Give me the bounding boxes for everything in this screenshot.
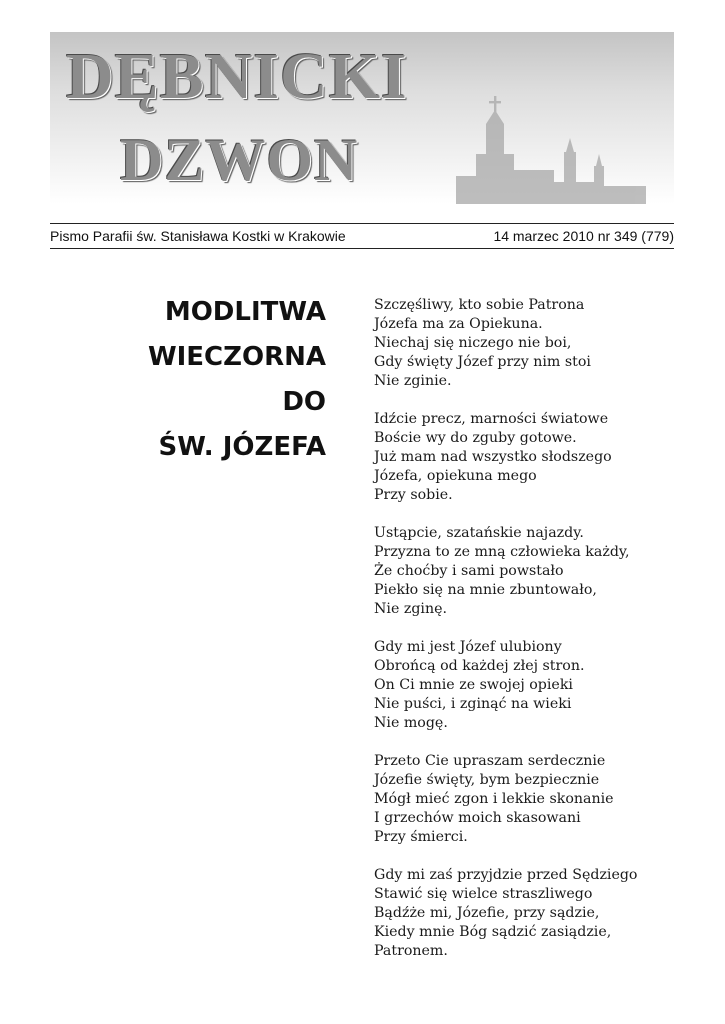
poem-line: Patronem. <box>374 943 448 959</box>
poem-line: Przy sobie. <box>374 487 453 503</box>
poem-line: On Ci mnie ze swojej opieki <box>374 677 573 693</box>
poem-line: Bądźże mi, Józefie, przy sądzie, <box>374 905 600 921</box>
poem-line: Przy śmierci. <box>374 829 468 845</box>
info-bar <box>50 223 674 249</box>
poem <box>374 296 674 980</box>
publisher-text: Pismo Parafii św. Stanisława Kostki w Krakowie <box>50 228 346 244</box>
poem-line: Józefa ma za Opiekuna. <box>374 316 543 332</box>
poem-line: Że choćby i sami powstało <box>374 563 564 579</box>
poem-line: Nie puści, i zginąć na wieki <box>374 696 572 712</box>
poem-line: Józefa, opiekuna mego <box>374 468 537 484</box>
stanza <box>374 524 674 619</box>
poem-line: Niechaj się niczego nie boi, <box>374 335 572 351</box>
prayer-title-line: ŚW. JÓZEFA <box>158 432 326 462</box>
poem-line: Ustąpcie, szatańskie najazdy. <box>374 525 584 541</box>
poem-line: Stawić się wielce straszliwego <box>374 886 593 902</box>
poem-line: Nie zginę. <box>374 601 447 617</box>
poem-line: Idźcie precz, marności światowe <box>374 411 609 427</box>
poem-line: Kiedy mnie Bóg sądzić zasiądzie, <box>374 924 612 940</box>
church-skyline-icon <box>446 94 646 204</box>
title-line-2: DZWON <box>120 127 359 193</box>
poem-line: Nie mogę. <box>374 715 448 731</box>
poem-line: Gdy mi zaś przyjdzie przed Sędziego <box>374 867 638 883</box>
poem-line: Nie zginie. <box>374 373 452 389</box>
prayer-title-line: DO <box>282 387 326 417</box>
masthead <box>50 32 674 204</box>
poem-line: Obrońcą od każdej złej stron. <box>374 658 585 674</box>
poem-line: Przeto Cie upraszam serdecznie <box>374 753 606 769</box>
poem-line: Gdy święty Józef przy nim stoi <box>374 354 591 370</box>
stanza <box>374 866 674 961</box>
stanza <box>374 638 674 733</box>
poem-line: Gdy mi jest Józef ulubiony <box>374 639 562 655</box>
poem-line: Mógł mieć zgon i lekkie skonanie <box>374 791 614 807</box>
issue-text: 14 marzec 2010 nr 349 (779) <box>493 228 674 244</box>
poem-line: Już mam nad wszystko słodszego <box>374 449 612 465</box>
poem-line: Szczęśliwy, kto sobie Patrona <box>374 297 585 313</box>
poem-line: I grzechów moich skasowani <box>374 810 581 826</box>
poem-line: Boście wy do zguby gotowe. <box>374 430 577 446</box>
poem-line: Józefie święty, bym bezpiecznie <box>374 772 600 788</box>
prayer-title <box>100 290 326 470</box>
stanza <box>374 752 674 847</box>
poem-line: Piekło się na mnie zbuntowało, <box>374 582 597 598</box>
title-line-1: DĘBNICKI <box>66 40 408 113</box>
prayer-title-line: MODLITWA <box>164 297 326 327</box>
stanza <box>374 410 674 505</box>
stanza <box>374 296 674 391</box>
poem-line: Przyzna to ze mną człowieka każdy, <box>374 544 630 560</box>
prayer-title-line: WIECZORNA <box>147 342 326 372</box>
